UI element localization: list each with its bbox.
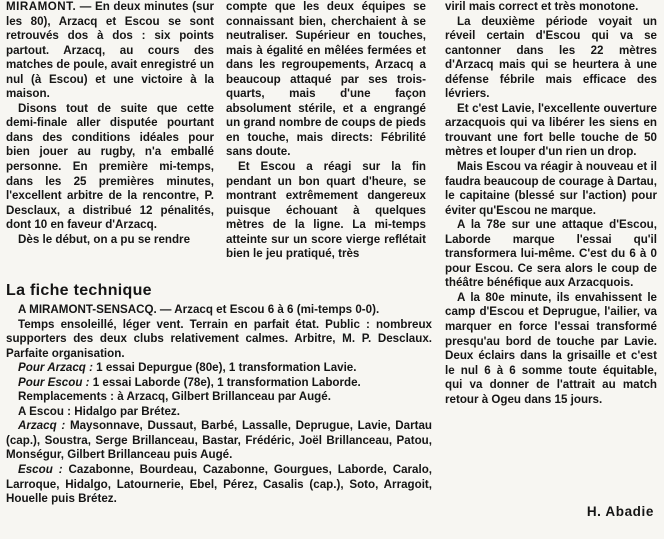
escou-lineup	[6, 463, 432, 507]
section-title: La fiche technique	[6, 282, 152, 299]
match-conditions: Temps ensoleillé, léger vent. Terrain en parfait état. Public : nombreux supporters des deux clubs relativement calmes. Arbitre, M. P. Desclaux. Parfaite organisation.	[6, 317, 432, 360]
label: Pour Escou :	[18, 375, 90, 389]
label: Arzacq :	[18, 419, 66, 433]
paragraph: La deuxième période voyait un réveil certain d'Escou qui va se cantonner dans les 22 mètres d'Arzacq mais qui se heurtera à une défense fébrile mais efficace des lévriers.	[445, 14, 657, 101]
paragraph-text: — En deux minutes (sur les 80), Arzacq et Escou se sont retrouvés dos à dos : six points partout. Arzacq, au cours des matches de poule, avait enregistré un nul (à Escou) et une victoire à la maison.	[6, 0, 214, 101]
paragraph: A la 78e sur une attaque d'Escou, Laborde marque l'essai qu'il transformera lui-même. C'est du 6 à 0 pour Escou. Ce sera alors le coup de théâtre bénéfique aux Arzacquois.	[445, 218, 657, 290]
value: Maysonnave, Dussaut, Barbé, Lassalle, Deprugue, Lavie, Dartau (cap.), Soustra, Serge Brillanceau, Bastar, Frédéric, Joël Brillanceau, Patou, Monségur, Gilbert Brillanceau puis Augé.	[6, 419, 432, 462]
value: Cazabonne, Bourdeau, Cazabonne, Gourgues, Laborde, Caralo, Larroque, Hidalgo, Latournerie, Ebel, Pérez, Casalis (cap.), Soto, Arragoit, Houelle puis Brétez.	[6, 463, 433, 506]
column-1	[6, 0, 214, 247]
paragraph: Et Escou a réagi sur la fin pendant un bon quart d'heure, se montrant extrêmement dangereux puisque échouant à quelques mètres de la ligne. La mi-temps atteinte sur un score vierge reflétait bien le jeu pratiqué, très	[226, 160, 426, 261]
replacements: A Escou : Hidalgo par Brétez.	[18, 404, 180, 418]
label: Escou :	[18, 463, 63, 477]
dateline: MIRAMONT.	[6, 0, 77, 13]
label: Pour Arzacq :	[18, 361, 93, 375]
column-3	[445, 0, 657, 407]
author-signature: H. Abadie	[586, 504, 654, 519]
arzacq-scoring	[6, 361, 432, 376]
column-2	[226, 0, 426, 262]
paragraph	[6, 0, 214, 102]
paragraph: Dès le début, on a pu se rendre	[18, 232, 191, 246]
paragraph: viril mais correct et très monotone.	[445, 0, 639, 13]
value: 1 essai Laborde (78e), 1 transformation Laborde.	[89, 375, 361, 389]
paragraph: Mais Escou va réagir à nouveau et il faudra beaucoup de courage à Dartau, le capitaine (blessé sur l'action) pour éviter qu'Escou ne marque.	[445, 160, 657, 217]
paragraph: Et c'est Lavie, l'excellente ouverture arzacquois qui va libérer les siens en trouvant une fort belle touche de 50 mètres et louper d'un rien un drop.	[445, 101, 657, 159]
replacements: Remplacements : à Arzacq, Gilbert Brillanceau par Augé.	[18, 390, 331, 404]
match-result: A MIRAMONT-SENSACQ. — Arzacq et Escou 6 à 6 (mi-temps 0-0).	[18, 303, 380, 316]
arzacq-lineup	[6, 419, 432, 463]
paragraph: A la 80e minute, ils envahissent le camp d'Escou et Deprugue, l'ailier, va marquer en force l'essai transformé presqu'au bord de touche par Lavie. Deux éclairs dans la grisaille et c'est le nul 6 à 6 somme toute équitable, qui va donner de l'attrait au match retour à Ogeu dans 15 jours.	[445, 290, 657, 406]
paragraph: Disons tout de suite que cette demi-finale aller disputée pourtant dans des conditions idéales pour bien jouer au rugby, n'a emballé personne. En première mi-temps, dans les 25 premières minutes, l'excellent arbitre de la rencontre, P. Desclaux, a distribué 12 pénalités, dont 10 en faveur d'Arzacq.	[6, 101, 214, 232]
escou-scoring	[6, 376, 432, 391]
value: 1 essai Depurgue (80e), 1 transformation Lavie.	[92, 361, 357, 375]
fiche-technique	[6, 282, 432, 507]
paragraph: compte que les deux équipes se connaissant bien, cherchaient à se neutraliser. Supérieur en touches, mais à égalité en mêlées fermées et dans les regroupements, Arzacq a beaucoup attaqué par ses trois-quarts, mais d'une façon absolument stérile, et a engrangé un grand nombre de coups de pieds en touche, mais directs: Fébrilité sans doute.	[226, 0, 426, 159]
